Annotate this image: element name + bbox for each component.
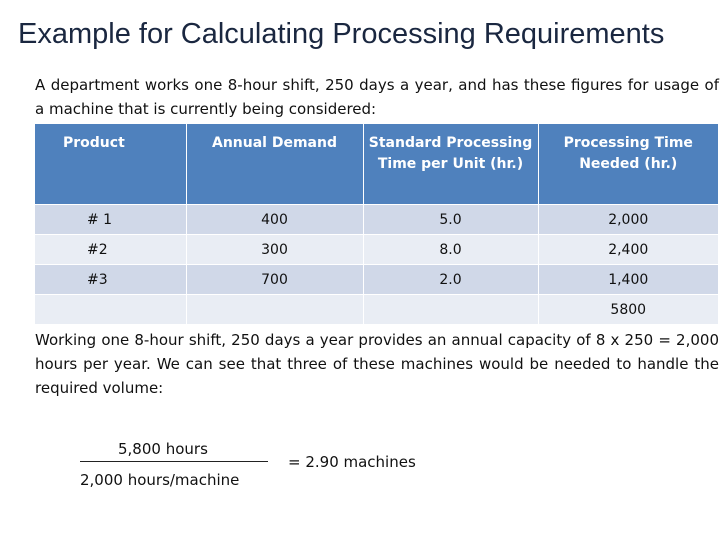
intro-paragraph: A department works one 8-hour shift, 250 days a year, and has these figures for usage of a machine that is currently being considered: (35, 76, 719, 118)
table-row (35, 205, 718, 235)
cell-annual-demand: 300 (186, 235, 363, 265)
cell-total-time-needed: 5800 (538, 295, 718, 325)
cell-annual-demand (186, 295, 363, 325)
slide-title: Example for Calculating Processing Requirements (18, 18, 665, 50)
cell-standard-time (363, 295, 538, 325)
cell-product: # 1 (35, 205, 186, 235)
table-row (35, 265, 718, 295)
working-paragraph: Working one 8-hour shift, 250 days a year provides an annual capacity of 8 x 250 = 2,000 hours per year. We can see that three of these machines would be needed to handle the required volume: (35, 331, 719, 397)
table-header-row (35, 124, 718, 205)
cell-standard-time: 2.0 (363, 265, 538, 295)
cell-standard-time: 8.0 (363, 235, 538, 265)
formula-numerator: 5,800 hours (118, 440, 208, 458)
cell-time-needed: 1,400 (538, 265, 718, 295)
processing-table (35, 124, 718, 324)
cell-standard-time: 5.0 (363, 205, 538, 235)
cell-product: #3 (35, 265, 186, 295)
cell-product (35, 295, 186, 325)
cell-annual-demand: 400 (186, 205, 363, 235)
cell-annual-demand: 700 (186, 265, 363, 295)
header-product: Product (35, 124, 186, 205)
header-standard-processing-time: Standard Processing Time per Unit (hr.) (363, 124, 538, 205)
cell-time-needed: 2,000 (538, 205, 718, 235)
cell-product: #2 (35, 235, 186, 265)
formula-denominator: 2,000 hours/machine (80, 471, 240, 489)
formula-fraction-bar (80, 461, 268, 462)
table-total-row (35, 295, 718, 325)
cell-time-needed: 2,400 (538, 235, 718, 265)
table-row (35, 235, 718, 265)
header-annual-demand: Annual Demand (186, 124, 363, 205)
header-processing-time-needed: Processing Time Needed (hr.) (538, 124, 718, 205)
formula-result: = 2.90 machines (288, 453, 416, 471)
